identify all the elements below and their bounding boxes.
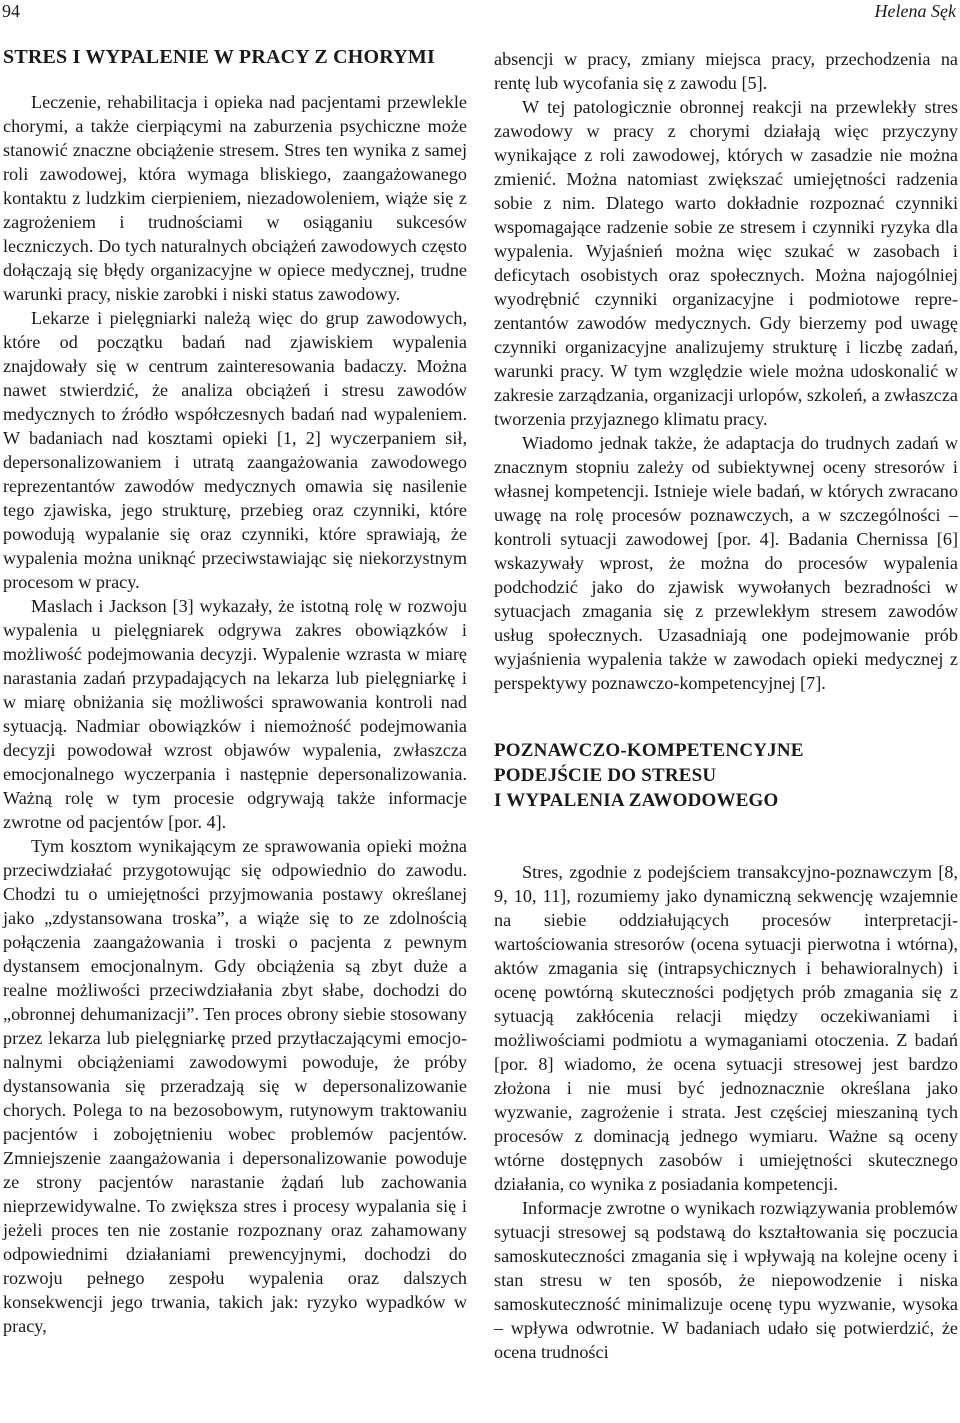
right-column xyxy=(494,47,958,1364)
section-heading-stres-i-wypalenie: STRES I WYPALENIE W PRACY Z CHORYMI xyxy=(3,46,435,68)
paragraph-continuation: absencji w pracy, zmiany miejsca pracy, przechodzenia na rentę lub wycofania się z zawodu [5]. xyxy=(494,49,958,93)
paragraph: Maslach i Jackson [3] wykazały, że istotną rolę w rozwoju wypalenia u pielęgniarek odgrywa zakres obowiązków i możliwość podejmowania decyzji. Wypalenie wzrasta w miarę narastania zadań przypadających na lekarza lub pielęgniarkę i w miarę obniżania się możliwości sprawowania kontroli nad sytuacją. Nadmiar obowiązków i niemożność podejmowania decyzji powodował wzrost objawów wypalenia, zwłaszcza emocjonalnego wyczerpania i następnie depersonalizowania. Ważną rolę w tym procesie odgrywają także informacje zwrotne od pacjentów [por. 4]. xyxy=(3,596,467,832)
running-head-author: Helena Sęk xyxy=(874,1,956,21)
left-column xyxy=(3,44,467,1338)
heading-line: PODEJŚCIE DO STRESU xyxy=(494,765,717,786)
paragraph: Leczenie, rehabilitacja i opieka nad pacjentami przewlekle chorymi, a także cierpiącymi na zaburzenia psychiczne może stanowić znaczne obciążenie stresem. Stres ten wynika z samej roli zawodowej, która wymaga bliskiego, zaangażowanego kontaktu z ludzkim cierpieniem, niezadowoleniem, wiąże się z zagrożeniem i trudnościami w osiąganiu sukcesów leczniczych. Do tych naturalnych obciążeń zawodowych często dołączają się błędy organizacyjne w opiece medycznej, trudne warunki pracy, niskie zarobki i niski status zawodowy. xyxy=(3,92,467,304)
paragraph: Informacje zwrotne o wynikach rozwiązywania problemów sytuacji stresowej są podstawą do kształtowania się poczucia samoskuteczności zmagania się i wpływają na kolejne oceny i stan stresu w ten sposób, że niepowodzenie i niska samoskuteczność minimalizuje ocenę typu wyzwanie, wysoka – wpływa odwrotnie. W badaniach udało się potwierdzić, że ocena trudności xyxy=(494,1198,958,1362)
paragraph: W tej patologicznie obronnej reakcji na przewlekły stres zawodowy w pracy z chorymi działają więc przyczyny wynikające z roli zawodowej, których w zasadzie nie można zmienić. Można natomiast zwiększać umiejętności radzenia sobie z nim. Dlatego warto dokładnie rozpoznać czynniki wspomagające radzenie sobie ze stresem i czynniki ryzyka dla wypalenia. Wyjaśnień można więc szukać w zasobach i deficytach osobistych oraz społecznych. Można najogólniej wyodrębnić czynniki organizacyjne i podmiotowe reprezentantów zawodów medycznych. Gdy bierzemy pod uwagę czynniki organizacyjne analizujemy strukturę i liczbę zadań, warunki pracy. W tym względzie wiele można udoskonalić w zakresie zarządzania, organizacji urlopów, szkoleń, a zwłaszcza tworzenia przyjaznego klimatu pracy. xyxy=(494,97,958,429)
section-heading-poznawczo-kompetencyjne xyxy=(494,738,958,813)
heading-line: POZNAWCZO-KOMPETENCYJNE xyxy=(494,740,804,761)
paragraph: Tym kosztom wynikającym ze sprawowania opieki można przeciwdziałać przygotowując się odpowiednio do zawodu. Chodzi tu o umiejętności przyjmowania postawy określanej jako „zdystansowana troska”, a wiąże się to ze zdolnością połączenia zaangażowania i troski o pacjenta z pewnym dystansem emocjonalnym. Gdy obciążenia są zbyt duże a realne możliwości przeciwdziałania zbyt słabe, dochodzi do „obronnej dehumanizacji”. Ten proces obrony siebie stosowany przez lekarza lub pielęgniarkę przed przytłaczającymi emocjonalnymi obciążeniami zawodowymi powoduje, że próby dystansowania się przeradzają się w depersonalizowanie chorych. Polega to na bezosobowym, rutynowym traktowaniu pacjentów i zobojętnieniu wobec problemów pacjentów. Zmniejszenie zaangażowania i depersonalizowanie powoduje ze strony pacjentów narastanie żądań lub zachowania nieprzewidywalne. To zwiększa stres i procesy wypalania się i jeżeli proces ten nie zostanie rozpoznany oraz zahamowany odpowiednimi działaniami prewencyjnymi, dochodzi do rozwoju pełnego zespołu wypalenia oraz dalszych konsekwencji jego trwania, takich jak: ryzyko wypadków w pracy, xyxy=(3,836,467,1336)
paragraph: Wiadomo jednak także, że adaptacja do trudnych zadań w znacznym stopniu zależy od subiektywnej oceny stresorów i własnej kompetencji. Istnieje wiele badań, w których zwracano uwagę na rolę procesów poznawczych, a w szczególności – kontroli sytuacji zawodowej [por. 4]. Badania Chernissa [6] wskazywały wprost, że można do procesów wypalenia podchodzić jako do zjawisk wywołanych bezradności w sytuacjach zmagania się z przewlekłym stresem zawodów usług społecznych. Uzasadniają one podejmowanie prób wyjaśnienia wypalenia także w zawodach opieki medycznej z perspektywy poznawczo-kompetencyjnej [7]. xyxy=(494,433,958,693)
heading-line: I WYPALENIA ZAWODOWEGO xyxy=(494,790,779,811)
page-number: 94 xyxy=(2,1,20,21)
paragraph: Stres, zgodnie z podejściem transakcyjno-poznawczym [8, 9, 10, 11], rozumiemy jako dynamiczną sekwencję wzajemnie na siebie oddziałujących procesów interpretacji-wartościowania stresorów (ocena sytuacji pierwotna i wtórna), aktów zmagania się (intrapsychicznych i behawioralnych) i ocenę powtórną skuteczności podjętych prób zmagania się z sytuacją zakłócenia relacji między oczekiwaniami i możliwościami podmiotu a wymaganiami otoczenia. Z badań [por. 8] wiadomo, że ocena sytuacji stresowej jest bardzo złożona i nie musi być jednoznacznie określana jako wyzwanie, zagrożenie i strata. Jest częściej mieszaniną tych procesów z dominacją jednego wymiaru. Ważne są oceny wtórne dostępnych zasobów i umiejętności skutecznego działania, co wynika z posiadania kompetencji. xyxy=(494,862,958,1194)
page-header xyxy=(0,0,960,24)
paragraph: Lekarze i pielęgniarki należą więc do grup zawodowych, które od początku badań nad zjawiskiem wypalenia znajdowały się w centrum zainteresowania badaczy. Można nawet stwierdzić, że analiza obciążeń i stresu zawodów medycznych to źródło współczesnych badań nad wypaleniem. W badaniach nad kosztami opieki [1, 2] wyczerpaniem sił, depersonalizowaniem i utratą zaangażowania zawodowego reprezentantów zawodów medycznych omawia się nasilenie tego zjawiska, jego strukturę, przebieg oraz czynniki, które powodują wypalanie się oraz czynniki, które sprawiają, że wypalenia można uniknąć przeciwstawiając się niekorzystnym procesom w pracy. xyxy=(3,308,467,592)
